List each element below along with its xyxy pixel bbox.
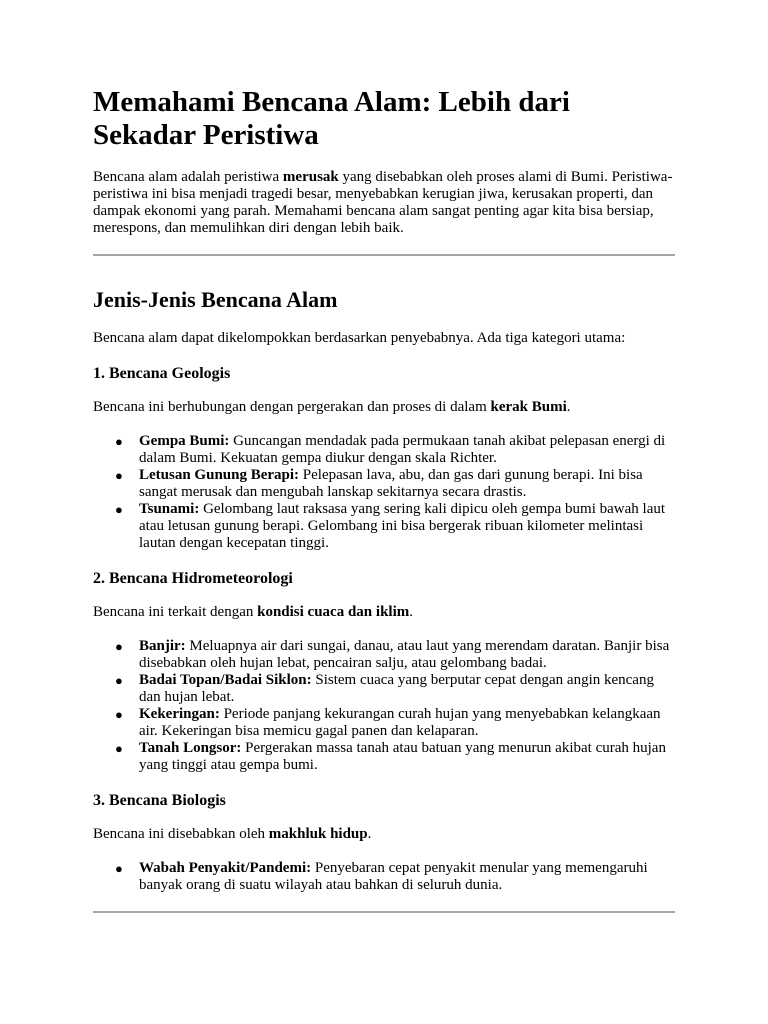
subintro-hidrometeorologi [93,604,675,621]
subintro-geologis-bold: kerak Bumi [490,399,567,415]
subheading-biologis: 3. Bencana Biologis [93,792,226,809]
item-text: Penyebaran cepat penyakit menular yang memengaruhi banyak orang di suatu wilayah atau bahkan di seluruh dunia. [139,860,648,893]
divider-bottom [93,911,675,913]
item-text: Gelombang laut raksasa yang sering kali dipicu oleh gempa bumi bawah laut atau letusan gunung berapi. Gelombang ini bisa bergerak ribuan kilometer melintasi lautan dengan kecepatan tinggi. [139,501,666,551]
subintro-hidro-end: . [409,604,413,620]
subintro-geologis-text: Bencana ini berhubungan dengan pergerakan dan proses di dalam [93,399,491,415]
list-item [93,740,675,774]
list-item [93,672,675,706]
intro-text-after: yang disebabkan oleh proses alami di Bumi. Peristiwa-peristiwa ini bisa menjadi tragedi besar, menyebabkan kerugian jiwa, kerusakan properti, dan dampak ekonomi yang parah. Memahami bencana alam sangat penting agar kita bisa bersiap, merespons, dan memulihkan diri dengan lebih baik. [93,169,673,236]
section-intro-jenis: Bencana alam dapat dikelompokkan berdasarkan penyebabnya. Ada tiga kategori utama: [93,330,626,346]
intro-paragraph [93,169,675,237]
intro-text-before: Bencana alam adalah peristiwa [93,169,283,185]
list-geologis [93,433,675,552]
bullet-icon: ● [115,468,123,483]
list-item [93,467,675,501]
item-term: Badai Topan/Badai Siklon: [139,672,312,688]
item-term: Kekeringan: [139,706,220,722]
item-text: Meluapnya air dari sungai, danau, atau laut yang merendam daratan. Banjir bisa disebabkan oleh hujan lebat, pencairan salju, atau gelombang badai. [139,638,670,671]
bullet-icon: ● [115,707,123,722]
item-term: Tsunami: [139,501,200,517]
bullet-icon: ● [115,673,123,688]
list-hidrometeorologi [93,638,675,774]
subintro-bio-text: Bencana ini disebabkan oleh [93,826,269,842]
list-biologis [93,860,675,894]
subintro-bio-bold: makhluk hidup [268,826,368,842]
list-item [93,501,675,552]
item-text: Pergerakan massa tanah atau batuan yang menurun akibat curah hujan yang tinggi atau gempa bumi. [139,740,666,773]
divider-top [93,254,675,256]
page-title: Memahami Bencana Alam: Lebih dari Sekadar Peristiwa [93,86,570,151]
subheading-geologis: 1. Bencana Geologis [93,365,231,382]
item-term: Banjir: [139,638,186,654]
bullet-icon: ● [115,434,123,449]
bullet-icon: ● [115,741,123,756]
section-heading-jenis: Jenis-Jenis Bencana Alam [93,287,338,312]
list-item [93,706,675,740]
intro-bold-word: merusak [282,169,339,185]
list-item [93,638,675,672]
subintro-hidro-text: Bencana ini terkait dengan [93,604,258,620]
item-text: Periode panjang kekurangan curah hujan yang menyebabkan kelangkaan air. Kekeringan bisa memicu gagal panen dan kelaparan. [139,706,661,739]
bullet-icon: ● [115,861,123,876]
item-term: Tanah Longsor: [139,740,242,756]
bullet-icon: ● [115,502,123,517]
item-text: Pelepasan lava, abu, dan gas dari gunung berapi. Ini bisa sangat merusak dan mengubah lanskap sekitarnya secara drastis. [139,467,643,500]
subheading-hidrometeorologi: 2. Bencana Hidrometeorologi [93,570,293,587]
subintro-bio-end: . [367,826,372,842]
document-page [93,86,675,913]
subintro-geologis-end: . [566,399,571,415]
list-item [93,433,675,467]
subintro-hidro-bold: kondisi cuaca dan iklim [257,604,410,620]
item-term: Gempa Bumi: [139,433,230,449]
item-text: Sistem cuaca yang berputar cepat dengan angin kencang dan hujan lebat. [139,672,654,705]
bullet-icon: ● [115,639,123,654]
list-item [93,860,675,894]
subintro-biologis [93,826,675,843]
subintro-geologis [93,399,675,416]
item-term: Letusan Gunung Berapi: [139,467,300,483]
item-term: Wabah Penyakit/Pandemi: [139,860,312,876]
item-text: Guncangan mendadak pada permukaan tanah akibat pelepasan energi di dalam Bumi. Kekuatan gempa diukur dengan skala Richter. [139,433,666,466]
